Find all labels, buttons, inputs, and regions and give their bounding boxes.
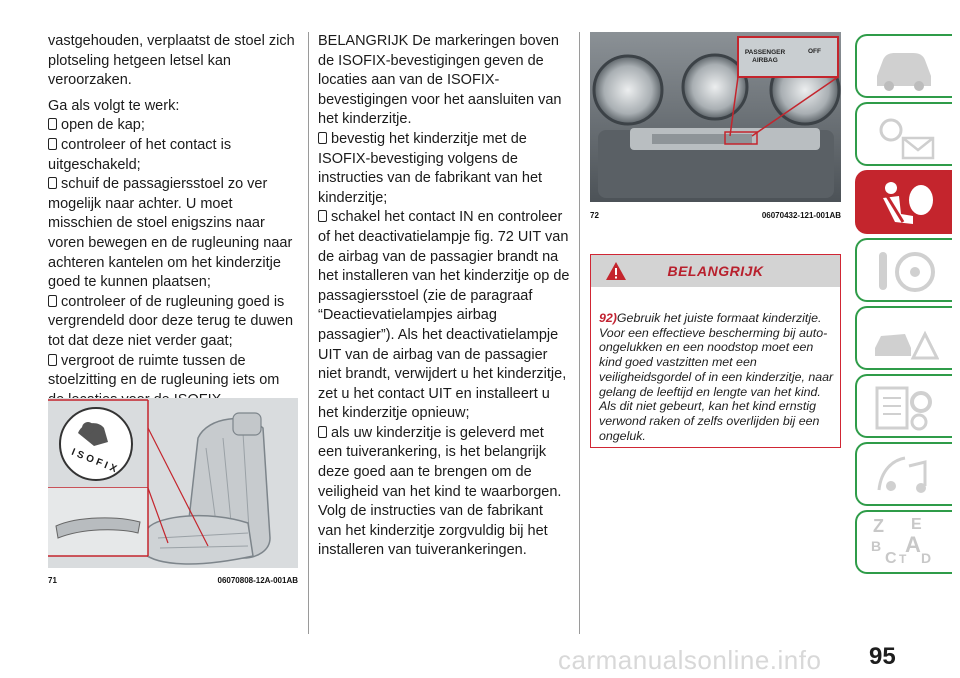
passenger-airbag-label <box>742 49 788 65</box>
dashboard-drawing <box>590 32 841 202</box>
figure-code: 06070432-121-001AB <box>761 211 841 220</box>
isofix-seat-illustration <box>48 398 298 568</box>
list-item <box>48 136 298 175</box>
list-item-text: controleer of de rugleuning goed is vergrendeld door deze terug te duwen tot dat deze niet verder gaat; <box>48 293 294 349</box>
panel-off-text: OFF <box>808 48 821 55</box>
figure-71 <box>48 398 298 593</box>
warning-text: Gebruik het juiste formaat kinderzitje. Voor een effectieve bescherming bij auto-ongelukken en een noodstop moet een kind goed vastzitten met een veiligheidsgordel of in een kinderzitje, naar gelang de leeftijd en lengte van het kind. Als dit niet gebeurt, kan het kind ernstig verwond raken of zelfs overlijden bij een ongeluk. <box>599 311 834 443</box>
isofix-badge-label: ISOFIX <box>69 446 122 477</box>
warning-body <box>599 311 834 443</box>
index-letter: Z <box>873 516 884 536</box>
list-item-text: vergroot de ruimte tussen de stoelzitting en de rugleuning iets om <box>48 352 280 389</box>
list-item <box>48 293 298 352</box>
column-divider <box>579 32 580 634</box>
bullet-box-icon <box>318 132 327 144</box>
bullet-box-icon <box>318 426 327 438</box>
text-column-2 <box>318 32 570 561</box>
list-item <box>318 130 570 208</box>
list-item-text: open de kap; <box>61 117 145 134</box>
list-item <box>48 116 298 136</box>
tab-warning-lights[interactable] <box>855 102 952 166</box>
tab-index[interactable] <box>855 510 952 574</box>
list-item <box>318 424 570 561</box>
index-letter: A <box>905 532 921 557</box>
car-dashboard-icon <box>869 42 939 94</box>
figure-72 <box>590 32 841 226</box>
warning-lights-message-icon <box>869 110 939 162</box>
figure-caption <box>590 211 841 223</box>
figure-code: 06070808-12A-001AB <box>217 576 298 585</box>
airbag-off-indicator-icon <box>808 48 821 55</box>
warning-box <box>590 254 841 448</box>
figure-caption <box>48 576 298 588</box>
bullet-box-icon <box>48 295 57 307</box>
column-divider <box>308 32 309 634</box>
index-letter: B <box>871 538 882 554</box>
dashboard-photo <box>590 32 841 202</box>
list-item <box>318 208 570 424</box>
emergency-car-icon <box>869 314 939 366</box>
list-item-text: controleer of het contact is uitgeschakeld; <box>48 136 232 173</box>
multimedia-music-icon <box>869 450 939 502</box>
index-letter: D <box>921 550 932 566</box>
bullet-box-icon <box>48 118 57 130</box>
bullet-box-icon <box>318 210 327 222</box>
list-item-text: schuif de passagiersstoel zo ver mogelijk naar achter. U moet misschien de stoel enigszins naar voren bewegen en de rugleuning naar achteren kantelen om het kinderzitje goed te kunnen plaatsen; <box>48 176 293 291</box>
paragraph-intro: vastgehouden, verplaatst de stoel zich plotseling hetgeen letsel kan veroorzaken. <box>48 33 295 89</box>
bullet-box-icon <box>48 177 57 189</box>
index-letter: T <box>899 552 907 566</box>
figure-number: 72 <box>590 211 599 220</box>
index-letter: E <box>911 516 922 533</box>
figure-number: 71 <box>48 576 57 585</box>
list-item-text: schakel het contact IN en controleer of het deactivatielampje fig. 72 UIT van de airbag van de passagier brandt na het installeren van het kinderzitje op de passagiersstoel (zie de paragraaf “Deactievatielampjes airbag passagier”). Als het deactivatielampje UIT van de airbag van de passagier niet brandt, verwijdert u het kinderzitje, zet u het contact UIT en installeert u het kinderzitje opnieuw; <box>318 209 570 422</box>
alphabetical-index-icon <box>871 516 941 570</box>
warning-title: BELANGRIJK <box>667 263 764 279</box>
key-steering-icon <box>869 246 939 298</box>
watermark: carmanualsonline.info <box>558 645 822 675</box>
paragraph-lead: Ga als volgt te werk: <box>48 97 180 114</box>
tab-dashboard[interactable] <box>855 34 952 98</box>
airbag-seatbelt-icon <box>869 178 939 230</box>
seat-drawing <box>48 398 298 568</box>
bullet-box-icon <box>48 138 57 150</box>
text-column-1 <box>48 32 298 430</box>
tab-emergency[interactable] <box>855 306 952 370</box>
list-item-text: bevestig het kinderzitje met de ISOFIX-bevestiging volgens de instructies van de fabrikant van het kinderzitje; <box>318 130 543 206</box>
panel-line-1: PASSENGER <box>744 49 786 56</box>
warning-header <box>591 255 840 287</box>
list-item <box>48 175 298 293</box>
index-letter: C <box>885 550 897 567</box>
tab-multimedia[interactable] <box>855 442 952 506</box>
page-number: 95 <box>869 643 896 670</box>
panel-line-2: AIRBAG <box>752 57 778 64</box>
list-item-text: als uw kinderzitje is geleverd met een tuiverankering, is het belangrijk deze goed aan te brengen om de veiligheid van het kind te waarborgen. Volg de instructies van de fabrikant van het kinderzitje zorgvuldig bij het installeren van tuiverankeringen. <box>318 424 562 559</box>
paragraph-important: BELANGRIJK De markeringen boven de ISOFIX-bevestigingen geven de locaties aan van de ISOFIX-bevestigingen voor het aansluiten van het kinderzitje. <box>318 33 562 128</box>
warning-number: 92) <box>599 311 617 325</box>
bullet-box-icon <box>48 354 57 366</box>
tab-maintenance[interactable] <box>855 374 952 438</box>
tab-airbag-safety[interactable] <box>855 170 952 234</box>
tab-starting-driving[interactable] <box>855 238 952 302</box>
maintenance-gears-icon <box>869 382 939 434</box>
